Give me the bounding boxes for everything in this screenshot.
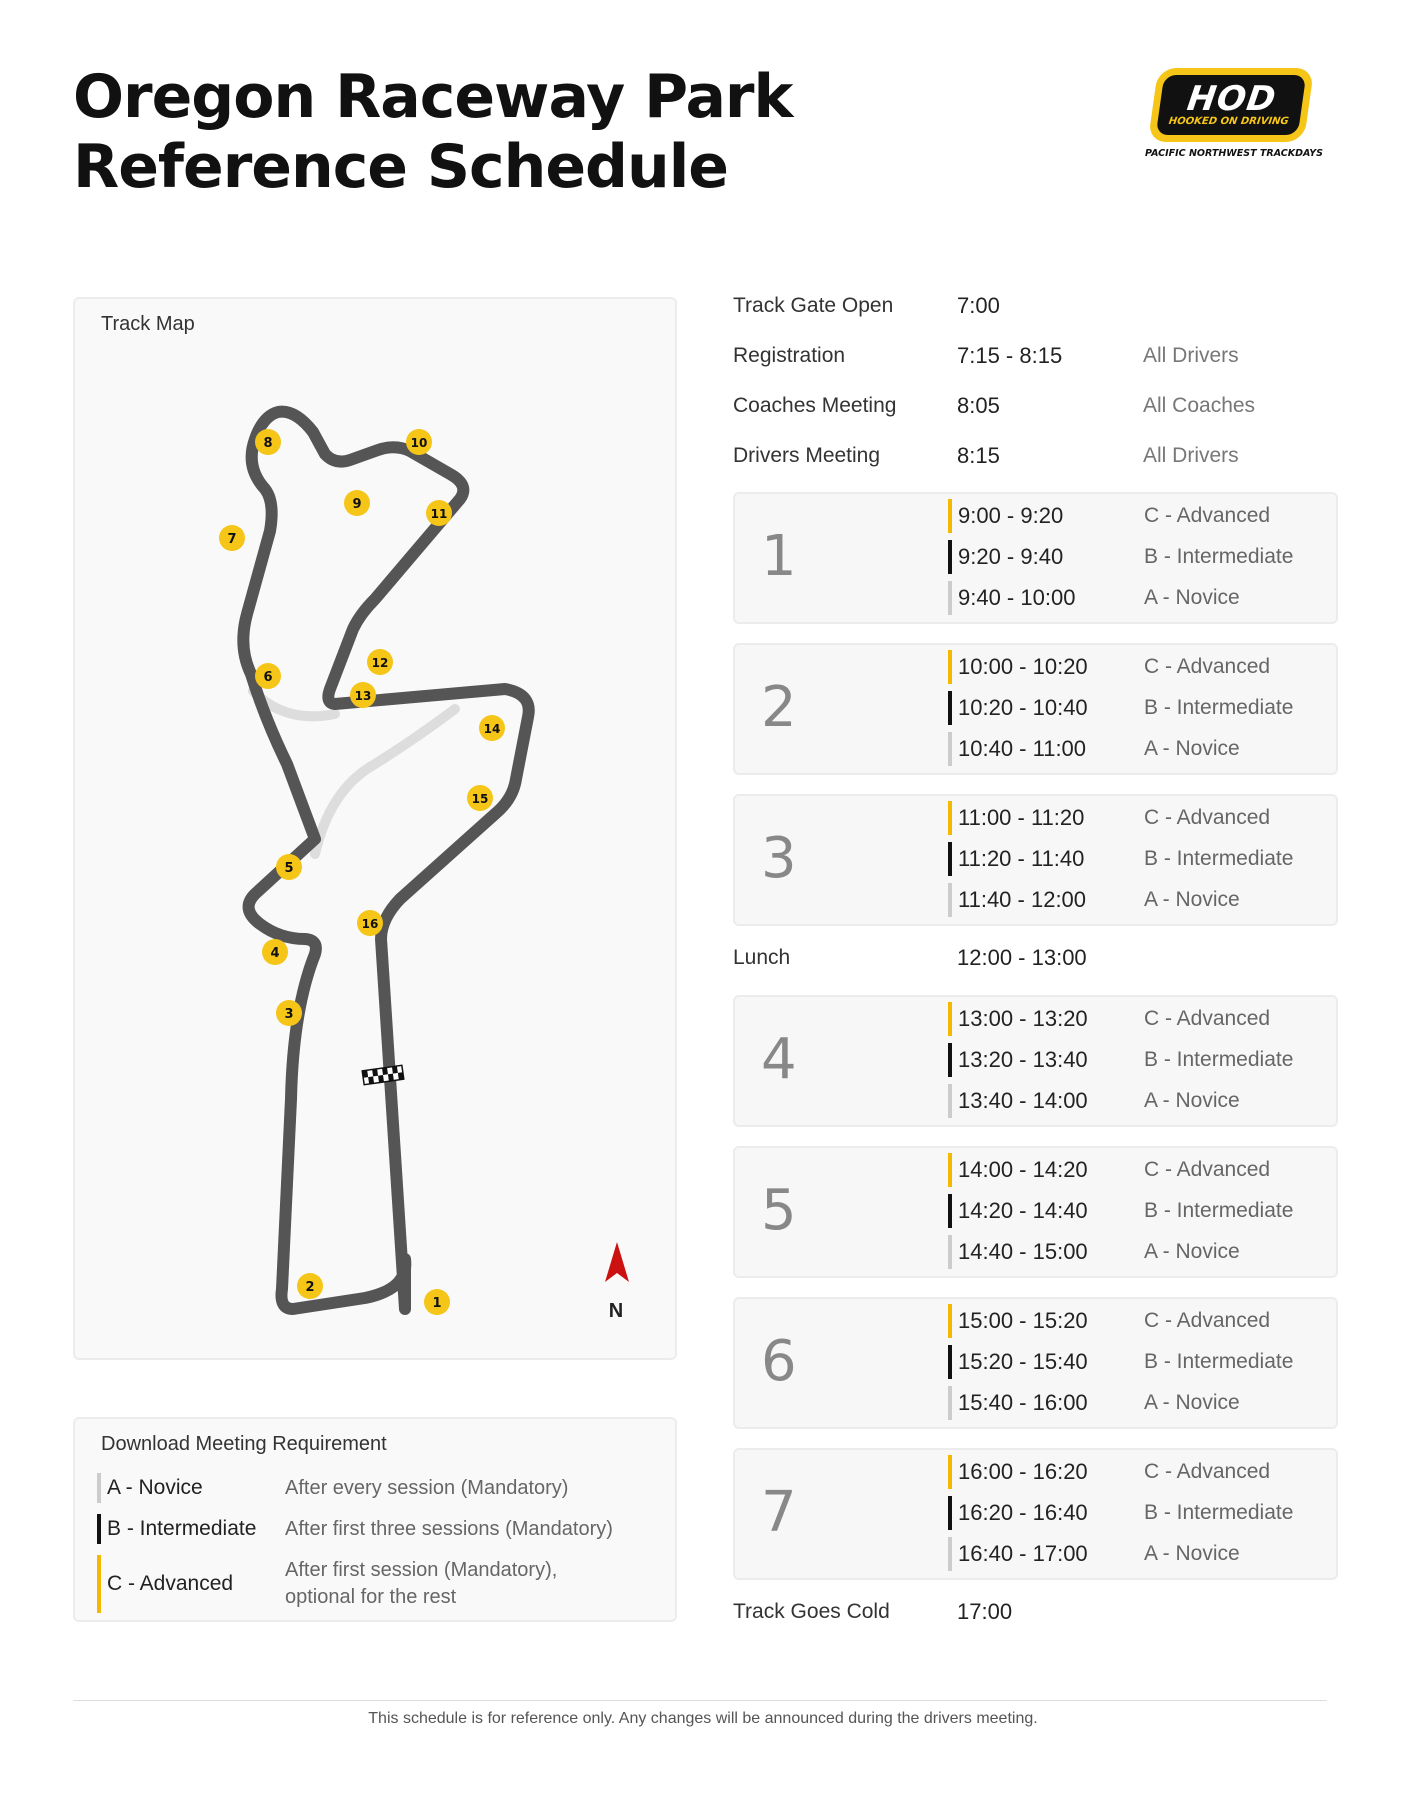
schedule-time: 7:00: [957, 293, 1000, 318]
logo-subtitle: HOOKED ON DRIVING: [1167, 116, 1290, 127]
legend-label: C - Advanced: [107, 1572, 234, 1595]
legend-label: A - Novice: [107, 1476, 203, 1499]
slot-class: A - Novice: [1144, 1089, 1240, 1112]
corner-marker-6: [255, 663, 281, 689]
slot-class: C - Advanced: [1144, 806, 1271, 829]
class-color-bar: [948, 1153, 952, 1187]
legend-desc: After first session (Mandatory), optional for the rest: [285, 1559, 558, 1608]
corner-marker-3: [276, 1000, 302, 1026]
corner-marker-15: [467, 785, 493, 811]
slot-class: B - Intermediate: [1144, 1199, 1294, 1222]
track-map-title: Track Map: [101, 313, 195, 335]
corner-marker-5: [276, 854, 302, 880]
corner-marker-7: [219, 525, 245, 551]
slot-time: 10:40 - 11:00: [958, 736, 1087, 761]
class-color-bar: [948, 801, 952, 835]
session-card-3: [733, 794, 1338, 926]
track-map: [75, 299, 679, 1362]
corner-label: 2: [305, 1280, 315, 1295]
slot-time: 10:00 - 10:20: [958, 654, 1088, 679]
class-color-bar: [948, 1235, 952, 1269]
slot-class: C - Advanced: [1144, 655, 1271, 678]
corner-marker-11: [426, 500, 452, 526]
slot-time: 14:40 - 15:00: [958, 1239, 1088, 1264]
slot-class: B - Intermediate: [1144, 545, 1294, 568]
corner-label: 12: [371, 656, 389, 670]
corner-marker-14: [479, 715, 505, 741]
schedule-row-coaches-meeting: [733, 386, 1353, 426]
corner-marker-13: [350, 682, 376, 708]
class-color-bar: [948, 842, 952, 876]
session-card-4: [733, 995, 1338, 1127]
session-card-7: [733, 1448, 1338, 1580]
footer-divider: [73, 1700, 1327, 1701]
session-card-2: [733, 643, 1338, 775]
slot-time: 16:00 - 16:20: [958, 1459, 1088, 1484]
slot-class: A - Novice: [1144, 737, 1240, 760]
corner-label: 11: [430, 507, 448, 521]
legend-desc: After first three sessions (Mandatory): [285, 1517, 613, 1540]
slot-class: B - Intermediate: [1144, 847, 1294, 870]
corner-label: 10: [410, 436, 428, 450]
logo-badge: [1148, 68, 1314, 142]
schedule-row-lunch: [733, 938, 1353, 978]
schedule-row-registration: [733, 336, 1353, 376]
hod-logo: [1145, 68, 1325, 159]
slot-time: 15:20 - 15:40: [958, 1349, 1088, 1374]
slot-class: B - Intermediate: [1144, 1501, 1294, 1524]
session-slot: [948, 581, 1240, 615]
corner-marker-1: [424, 1289, 450, 1315]
slot-time: 14:00 - 14:20: [958, 1157, 1088, 1182]
legend-color-bar: [97, 1514, 101, 1544]
schedule-time: 7:15 - 8:15: [957, 343, 1063, 368]
schedule-label: Drivers Meeting: [733, 444, 881, 467]
logo-wordmark: HOD: [1184, 79, 1279, 119]
slot-time: 13:40 - 14:00: [958, 1088, 1088, 1113]
schedule-label: Track Goes Cold: [733, 1600, 890, 1623]
legend-color-bar: [97, 1473, 101, 1503]
schedule-label: Coaches Meeting: [733, 394, 897, 417]
session-card-1: [733, 492, 1338, 624]
session-number: 2: [761, 675, 797, 740]
slot-time: 16:20 - 16:40: [958, 1500, 1088, 1525]
session-slot: [948, 1235, 1240, 1269]
schedule-note: All Drivers: [1143, 444, 1239, 467]
slot-class: B - Intermediate: [1144, 1350, 1294, 1373]
slot-time: 11:20 - 11:40: [958, 846, 1085, 871]
corner-marker-9: [344, 490, 370, 516]
slot-time: 11:00 - 11:20: [958, 805, 1085, 830]
corner-marker-16: [357, 910, 383, 936]
slot-class: B - Intermediate: [1144, 696, 1294, 719]
session-slot: [948, 1043, 1293, 1077]
download-meeting-panel: [73, 1417, 677, 1622]
session-slot: [948, 1455, 1270, 1489]
slot-time: 14:20 - 14:40: [958, 1198, 1088, 1223]
schedule-time: 17:00: [957, 1599, 1013, 1624]
slot-class: A - Novice: [1144, 888, 1240, 911]
corner-marker-4: [262, 939, 288, 965]
corner-marker-12: [367, 649, 393, 675]
session-number: 3: [761, 826, 797, 891]
session-slot: [948, 1537, 1240, 1571]
slot-time: 16:40 - 17:00: [958, 1541, 1088, 1566]
slot-class: A - Novice: [1144, 1240, 1240, 1263]
slot-time: 10:20 - 10:40: [958, 695, 1088, 720]
class-color-bar: [948, 1537, 952, 1571]
slot-class: C - Advanced: [1144, 1158, 1271, 1181]
schedule-row-gate-open: [733, 286, 1353, 326]
slot-class: A - Novice: [1144, 1391, 1240, 1414]
class-color-bar: [948, 1043, 952, 1077]
schedule-note: All Coaches: [1143, 394, 1256, 417]
session-slot: [948, 842, 1293, 876]
session-slot: [948, 1153, 1270, 1187]
corner-label: 9: [352, 497, 362, 512]
class-color-bar: [948, 1002, 952, 1036]
session-slot: [948, 883, 1240, 917]
corner-marker-2: [297, 1273, 323, 1299]
slot-time: 11:40 - 12:00: [958, 887, 1087, 912]
session-slot: [948, 499, 1270, 533]
corner-label: 14: [483, 722, 501, 736]
legend-label: B - Intermediate: [107, 1517, 257, 1540]
slot-class: C - Advanced: [1144, 1007, 1271, 1030]
corner-label: 5: [284, 861, 294, 876]
slot-time: 9:40 - 10:00: [958, 585, 1076, 610]
schedule-label: Track Gate Open: [733, 294, 894, 317]
track-map-panel: [73, 297, 677, 1360]
page-title-line-2: Reference Schedule: [73, 132, 728, 202]
slot-class: A - Novice: [1144, 586, 1240, 609]
slot-time: 9:20 - 9:40: [958, 544, 1064, 569]
slot-time: 15:40 - 16:00: [958, 1390, 1088, 1415]
legend-desc: After every session (Mandatory): [285, 1476, 569, 1499]
session-slot: [948, 1386, 1240, 1420]
legend-color-bar: [97, 1555, 101, 1613]
legend-row-advanced: [97, 1555, 557, 1613]
class-color-bar: [948, 1194, 952, 1228]
corner-label: 15: [471, 792, 489, 806]
corner-label: 1: [432, 1296, 442, 1311]
session-slot: [948, 1002, 1270, 1036]
session-slot: [948, 801, 1270, 835]
session-slot: [948, 732, 1240, 766]
logo-tagline: PACIFIC NORTHWEST TRACKDAYS: [1145, 148, 1323, 159]
track-alt-link-5-14: [315, 709, 455, 854]
schedule-row-track-cold: [733, 1592, 1353, 1632]
slot-time: 13:00 - 13:20: [958, 1006, 1088, 1031]
session-number: 4: [761, 1027, 797, 1092]
session-slot: [948, 1496, 1293, 1530]
class-color-bar: [948, 1455, 952, 1489]
schedule-time: 8:05: [957, 393, 1000, 418]
schedule-row-drivers-meeting: [733, 436, 1353, 476]
session-slot: [948, 691, 1293, 725]
session-card-5: [733, 1146, 1338, 1278]
class-color-bar: [948, 883, 952, 917]
session-slot: [948, 1304, 1270, 1338]
legend-row-novice: [97, 1473, 568, 1503]
session-slot: [948, 540, 1293, 574]
page-title: [73, 62, 792, 202]
legend-row-intermediate: [97, 1514, 613, 1544]
class-color-bar: [948, 1496, 952, 1530]
corner-label: 16: [361, 917, 379, 931]
slot-class: C - Advanced: [1144, 504, 1271, 527]
session-slot: [948, 1194, 1293, 1228]
class-color-bar: [948, 540, 952, 574]
corner-label: 3: [284, 1007, 294, 1022]
session-number: 5: [761, 1178, 797, 1243]
slot-time: 13:20 - 13:40: [958, 1047, 1088, 1072]
corner-label: 8: [263, 436, 273, 451]
slot-class: A - Novice: [1144, 1542, 1240, 1565]
session-number: 7: [761, 1480, 797, 1545]
corner-marker-8: [255, 429, 281, 455]
corner-label: 7: [227, 532, 237, 547]
north-arrow-icon: [605, 1242, 629, 1322]
slot-time: 9:00 - 9:20: [958, 503, 1064, 528]
download-meeting-title: Download Meeting Requirement: [101, 1433, 387, 1455]
session-card-6: [733, 1297, 1338, 1429]
class-color-bar: [948, 691, 952, 725]
north-label: N: [608, 1300, 624, 1322]
footer-note: This schedule is for reference only. Any changes will be announced during the drivers meeting.: [368, 1710, 1038, 1727]
class-color-bar: [948, 499, 952, 533]
corner-label: 4: [270, 946, 280, 961]
schedule-label: Lunch: [733, 946, 791, 969]
class-color-bar: [948, 581, 952, 615]
corner-label: 6: [263, 670, 273, 685]
schedule-label: Registration: [733, 344, 846, 367]
class-color-bar: [948, 732, 952, 766]
schedule-time: 8:15: [957, 443, 1000, 468]
session-slot: [948, 1084, 1240, 1118]
class-color-bar: [948, 1304, 952, 1338]
slot-class: C - Advanced: [1144, 1460, 1271, 1483]
class-color-bar: [948, 650, 952, 684]
class-color-bar: [948, 1345, 952, 1379]
start-finish-flag: [362, 1065, 404, 1084]
session-slot: [948, 650, 1270, 684]
class-color-bar: [948, 1386, 952, 1420]
class-color-bar: [948, 1084, 952, 1118]
schedule-note: All Drivers: [1143, 344, 1239, 367]
corner-label: 13: [354, 689, 372, 703]
corner-marker-10: [406, 429, 432, 455]
session-number: 6: [761, 1329, 797, 1394]
slot-class: B - Intermediate: [1144, 1048, 1294, 1071]
slot-class: C - Advanced: [1144, 1309, 1271, 1332]
schedule-time: 12:00 - 13:00: [957, 945, 1087, 970]
page-title-line-1: Oregon Raceway Park: [73, 62, 793, 132]
session-number: 1: [761, 524, 797, 589]
slot-time: 15:00 - 15:20: [958, 1308, 1088, 1333]
session-slot: [948, 1345, 1293, 1379]
